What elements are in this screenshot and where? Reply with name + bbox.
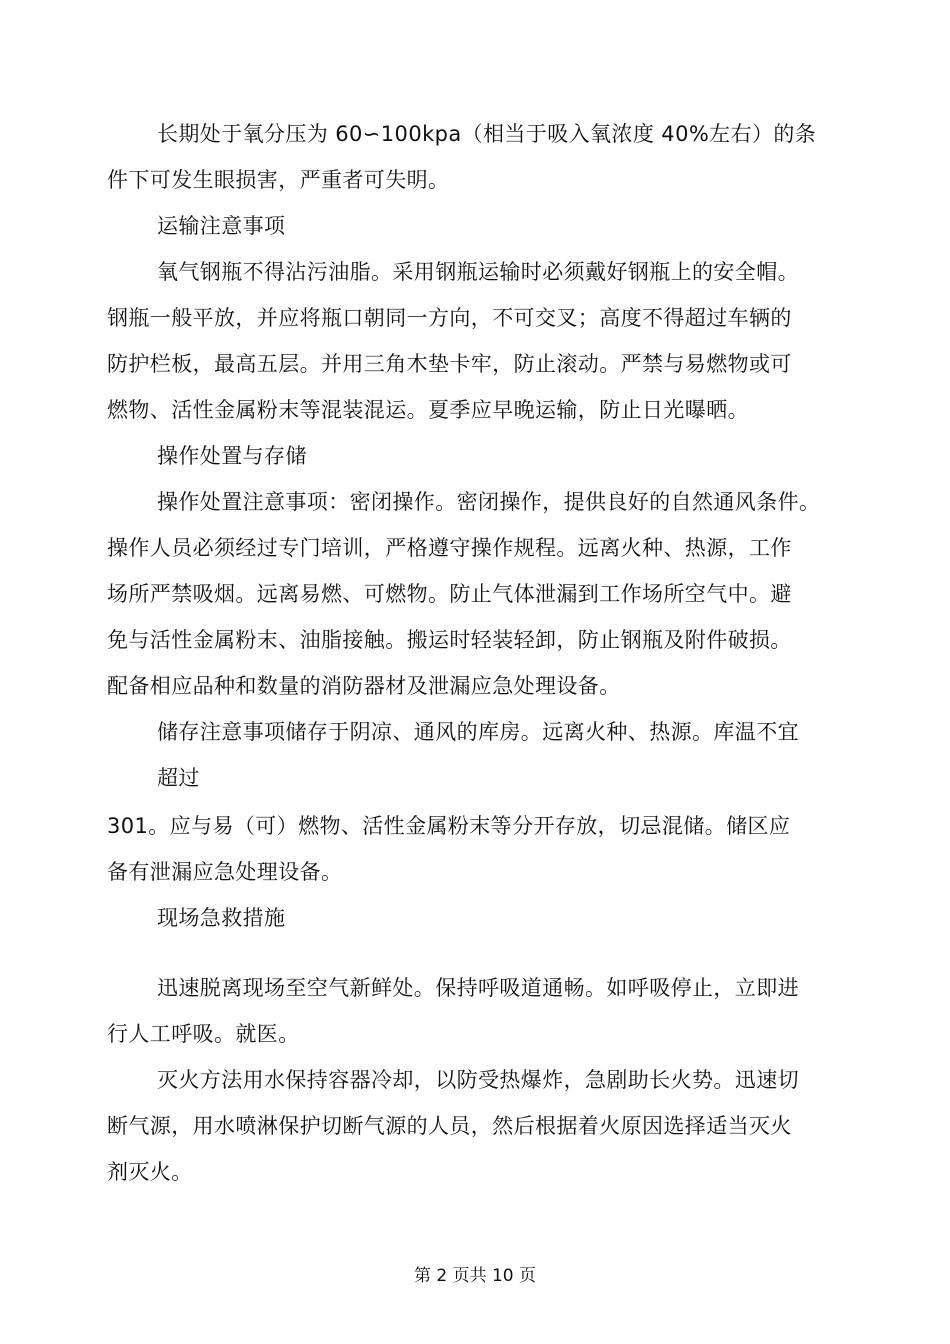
- page-number-footer: 第 2 页共 10 页: [413, 1266, 537, 1286]
- text-line: 行人工呼吸。就医。: [107, 1022, 300, 1046]
- text-line: 迅速脱离现场至空气新鲜处。保持呼吸道通畅。如呼吸停止，立即进: [157, 976, 799, 1000]
- text-line: 钢瓶一般平放，并应将瓶口朝同一方向，不可交叉；高度不得超过车辆的: [107, 306, 792, 330]
- text-line: 场所严禁吸烟。远离易燃、可燃物。防止气体泄漏到工作场所空气中。避: [107, 582, 792, 606]
- section-heading: 操作处置与存储: [157, 444, 307, 468]
- text-line: 氧气钢瓶不得沾污油脂。采用钢瓶运输时必须戴好钢瓶上的安全帽。: [157, 260, 799, 284]
- text-line: 操作人员必须经过专门培训，严格遵守操作规程。远离火种、热源，工作: [107, 536, 792, 560]
- text-line: 剂灭火。: [107, 1160, 193, 1184]
- text-line: 长期处于氧分压为 60∽100kpa（相当于吸入氧浓度 40%左右）的条: [157, 122, 817, 146]
- text-line: 备有泄漏应急处理设备。: [107, 860, 343, 884]
- text-line: 301。应与易（可）燃物、活性金属粉末等分开存放，切忌混储。储区应: [107, 814, 791, 838]
- text-line: 件下可发生眼损害，严重者可失明。: [107, 168, 450, 192]
- text-line: 免与活性金属粉末、油脂接触。搬运时轻装轻卸，防止钢瓶及附件破损。: [107, 628, 792, 652]
- text-line: 燃物、活性金属粉末等混装混运。夏季应早晚运输，防止日光曝晒。: [107, 398, 749, 422]
- section-heading: 运输注意事项: [157, 214, 286, 238]
- text-line: 防护栏板，最高五层。并用三角木垫卡牢，防止滚动。严禁与易燃物或可: [107, 352, 792, 376]
- text-line: 超过: [157, 766, 200, 790]
- text-line: 储存注意事项储存于阴凉、通风的库房。远离火种、热源。库温不宜: [157, 720, 799, 744]
- text-line: 断气源，用水喷淋保护切断气源的人员，然后根据着火原因选择适当灭火: [107, 1114, 792, 1138]
- text-line: 操作处置注意事项：密闭操作。密闭操作，提供良好的自然通风条件。: [157, 490, 821, 514]
- text-line: 配备相应品种和数量的消防器材及泄漏应急处理设备。: [107, 674, 621, 698]
- text-line: 灭火方法用水保持容器冷却，以防受热爆炸，急剧助长火势。迅速切: [157, 1068, 799, 1092]
- section-heading: 现场急救措施: [157, 906, 286, 930]
